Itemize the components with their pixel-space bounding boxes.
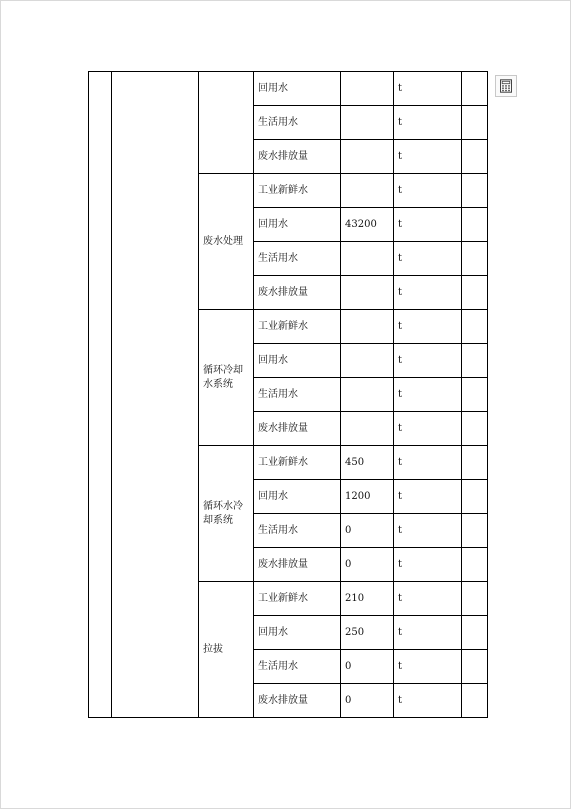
item-name-cell: 工业新鲜水 (254, 174, 341, 208)
unit-cell: t (394, 174, 462, 208)
process-name-cell: 循环冷却水系统 (199, 310, 254, 446)
note-cell (462, 106, 488, 140)
item-name-cell: 工业新鲜水 (254, 446, 341, 480)
value-cell (341, 344, 394, 378)
item-name-cell: 废水排放量 (254, 140, 341, 174)
note-cell (462, 208, 488, 242)
unit-cell: t (394, 208, 462, 242)
water-usage-table-body (89, 72, 488, 718)
calculator-icon (499, 79, 513, 93)
value-cell: 1200 (341, 480, 394, 514)
value-cell (341, 276, 394, 310)
value-cell: 0 (341, 684, 394, 718)
value-cell (341, 412, 394, 446)
unit-cell: t (394, 412, 462, 446)
item-name-cell: 生活用水 (254, 106, 341, 140)
note-cell (462, 276, 488, 310)
note-cell (462, 174, 488, 208)
item-name-cell: 回用水 (254, 208, 341, 242)
unit-cell: t (394, 310, 462, 344)
item-name-cell: 回用水 (254, 72, 341, 106)
process-name-cell: 废水处理 (199, 174, 254, 310)
value-cell: 450 (341, 446, 394, 480)
value-cell: 43200 (341, 208, 394, 242)
unit-cell: t (394, 582, 462, 616)
value-cell (341, 310, 394, 344)
note-cell (462, 344, 488, 378)
item-name-cell: 生活用水 (254, 378, 341, 412)
value-cell (341, 242, 394, 276)
value-cell (341, 378, 394, 412)
item-name-cell: 生活用水 (254, 242, 341, 276)
value-cell: 210 (341, 582, 394, 616)
unit-cell: t (394, 378, 462, 412)
item-name-cell: 回用水 (254, 344, 341, 378)
note-cell (462, 480, 488, 514)
unit-cell: t (394, 72, 462, 106)
item-name-cell: 工业新鲜水 (254, 582, 341, 616)
item-name-cell: 生活用水 (254, 650, 341, 684)
note-cell (462, 378, 488, 412)
unit-cell: t (394, 650, 462, 684)
note-cell (462, 616, 488, 650)
unit-cell: t (394, 446, 462, 480)
note-cell (462, 514, 488, 548)
section-cell (112, 72, 199, 718)
value-cell (341, 140, 394, 174)
unit-cell: t (394, 140, 462, 174)
process-name-cell: 拉拔 (199, 582, 254, 718)
item-name-cell: 回用水 (254, 616, 341, 650)
note-cell (462, 446, 488, 480)
unit-cell: t (394, 242, 462, 276)
value-cell: 0 (341, 514, 394, 548)
value-cell: 250 (341, 616, 394, 650)
unit-cell: t (394, 480, 462, 514)
process-name-cell (199, 72, 254, 174)
note-cell (462, 412, 488, 446)
value-cell (341, 106, 394, 140)
item-name-cell: 废水排放量 (254, 684, 341, 718)
note-cell (462, 582, 488, 616)
unit-cell: t (394, 106, 462, 140)
note-cell (462, 310, 488, 344)
unit-cell: t (394, 344, 462, 378)
unit-cell: t (394, 616, 462, 650)
note-cell (462, 72, 488, 106)
note-cell (462, 650, 488, 684)
table-row (89, 72, 488, 106)
note-cell (462, 140, 488, 174)
note-cell (462, 548, 488, 582)
item-name-cell: 废水排放量 (254, 276, 341, 310)
note-cell (462, 242, 488, 276)
item-name-cell: 工业新鲜水 (254, 310, 341, 344)
value-cell (341, 174, 394, 208)
calculator-button[interactable] (495, 75, 517, 97)
unit-cell: t (394, 276, 462, 310)
item-name-cell: 生活用水 (254, 514, 341, 548)
unit-cell: t (394, 548, 462, 582)
water-usage-table (88, 71, 488, 718)
unit-cell: t (394, 684, 462, 718)
unit-cell: t (394, 514, 462, 548)
item-name-cell: 废水排放量 (254, 412, 341, 446)
category-cell (89, 72, 112, 718)
item-name-cell: 回用水 (254, 480, 341, 514)
value-cell: 0 (341, 548, 394, 582)
note-cell (462, 684, 488, 718)
item-name-cell: 废水排放量 (254, 548, 341, 582)
process-name-cell: 循环水冷却系统 (199, 446, 254, 582)
value-cell (341, 72, 394, 106)
value-cell: 0 (341, 650, 394, 684)
